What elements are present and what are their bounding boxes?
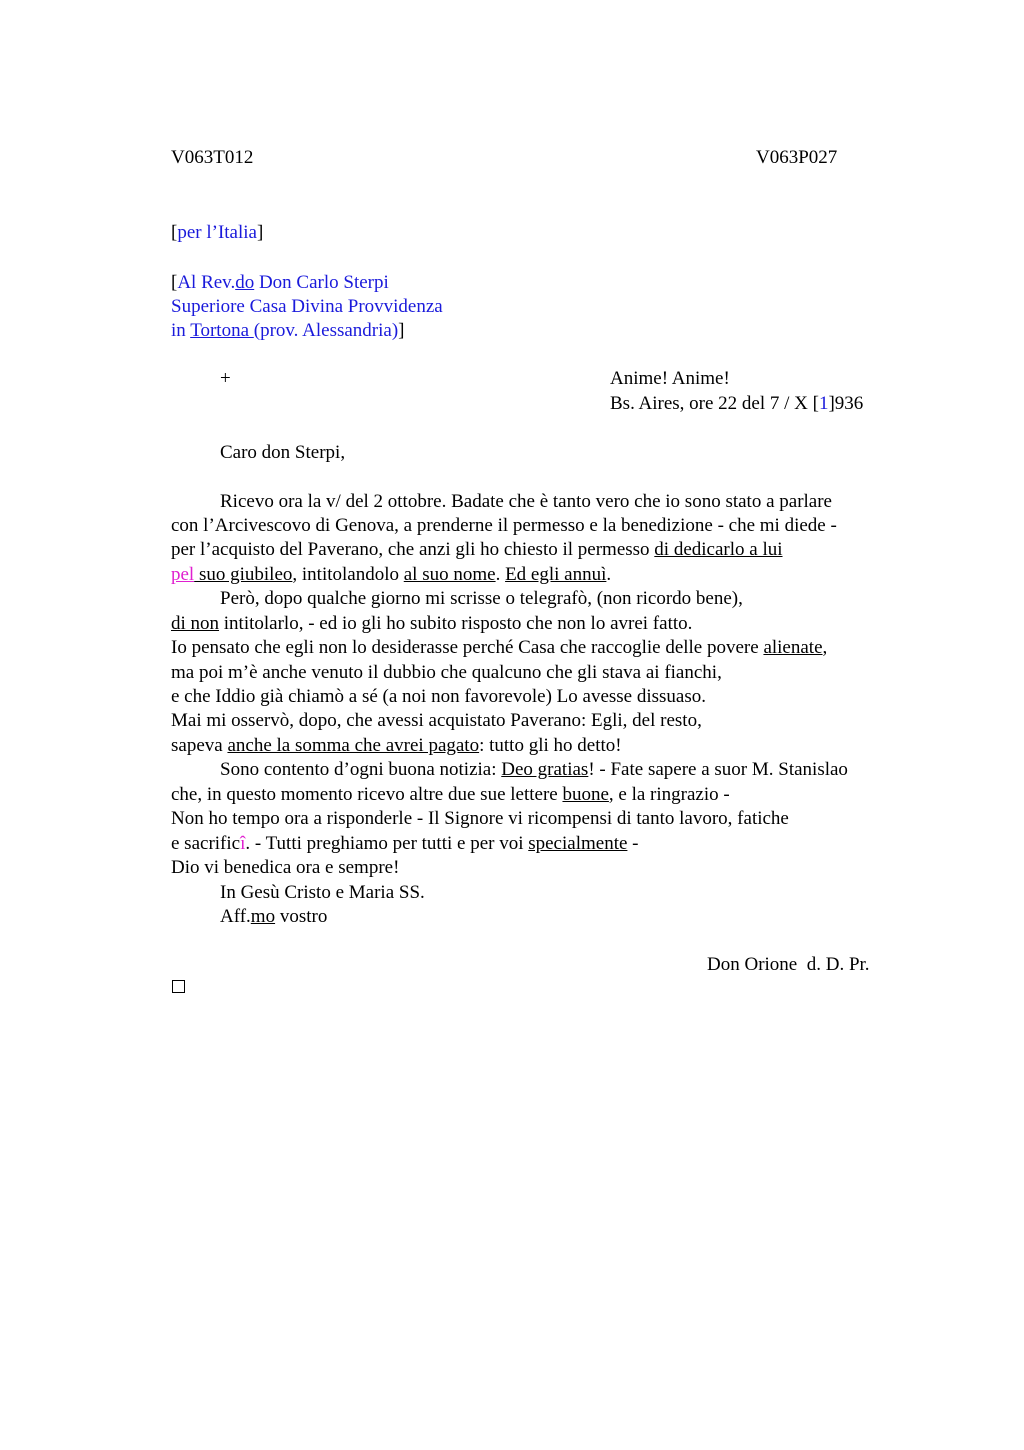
text-span: vostro [275,906,328,927]
dateline-year: ]936 [828,393,864,414]
text-span: . [495,564,506,585]
address-title-superscript: do [235,272,255,293]
text-span: , e la ringrazio - [608,784,730,805]
address-recipient: Don Carlo Sterpi [254,272,389,293]
salutation: Caro don Sterpi, [220,442,346,463]
underlined-text: di dedicarlo a lui [654,539,783,560]
underlined-text: suo giubileo [194,564,293,585]
cross-mark: + [220,368,231,389]
text-span: intitolarlo, - ed io gli ho subito risposto che non lo avrei fatto. [219,613,693,634]
text-span: e sacrific [171,833,241,854]
underlined-text: mo [250,906,276,927]
body-line: Dio vi benedica ora e sempre! [171,857,400,878]
underlined-text: Ed egli annuì [505,564,607,585]
body-line: ma poi m’è anche venuto il dubbio che qualcuno che gli stava ai fianchi, [171,662,722,683]
dateline [610,393,863,415]
text-span: ! - Fate sapere a suor M. Stanislao [588,759,848,780]
text-span: : tutto gli ho detto! [479,735,622,756]
dateline-place-date: Bs. Aires, ore 22 del 7 / X [ [610,393,819,414]
body-line [171,538,783,562]
text-span: che, in questo momento ricevo altre due sue lettere [171,784,563,805]
bracket-open: [ [171,272,178,293]
text-span: , intitolandolo [292,564,404,585]
bracket-close: ] [256,222,264,243]
highlighted-text: pel [171,564,195,585]
underlined-text: specialmente [528,833,628,854]
text-span: . - Tutti preghiamo per tutti e per voi [245,833,529,854]
body-line: Non ho tempo ora a risponderle - Il Signore vi ricompensi di tanto lavoro, fatiche [171,808,789,829]
text-span: sapeva [171,735,228,756]
address-province: (prov. Alessandria) [253,320,399,341]
signature: Don Orione d. D. Pr. [707,954,870,975]
body-line: Mai mi osservò, dopo, che avessi acquistato Paverano: Egli, del resto, [171,710,702,731]
text-span: , [822,637,828,658]
body-line [220,758,848,782]
underlined-text: alienate [763,637,823,658]
address-block [171,271,443,343]
closing-line [220,905,327,929]
document-code-left: V063T012 [171,147,254,168]
address-title: Al Rev. [177,272,236,293]
dateline-editorial-digit: 1 [818,393,829,414]
body-line: Ricevo ora la v/ del 2 ottobre. Badate che è tanto vero che io sono stato a parlare [220,491,832,512]
underlined-text: Deo gratias [501,759,589,780]
body-line [171,612,692,636]
end-square-icon [172,980,185,993]
body-line: Però, dopo qualche giorno mi scrisse o telegrafò, (non ricordo bene), [220,588,743,609]
body-line [171,783,730,807]
text-span: . [606,564,612,585]
highlighted-text: î [240,833,246,854]
motto: Anime! Anime! [610,368,730,389]
underlined-text: al suo nome [403,564,496,585]
text-span: - [627,833,639,854]
text-span: Sono contento d’ogni buona notizia: [220,759,502,780]
text-span: per l’acquisto del Paverano, che anzi gli ho chiesto il permesso [171,539,655,560]
address-line-2: Superiore Casa Divina Provvidenza [171,296,443,317]
bracket-open: [ [171,222,178,243]
text-span: Io pensato che egli non lo desiderasse perché Casa che raccoglie delle povere [171,637,764,658]
document-code-right: V063P027 [756,147,838,168]
body-line [171,832,639,856]
destination-line [171,222,263,244]
body-line [171,636,827,660]
address-in: in [171,320,191,341]
body-line: con l’Arcivescovo di Genova, a prenderne il permesso e la benedizione - che mi diede - [171,515,837,536]
underlined-text: anche la somma che avrei pagato [227,735,480,756]
address-city: Tortona [190,320,254,341]
address-line-1 [171,271,443,295]
underlined-text: di non [171,613,220,634]
closing-line: In Gesù Cristo e Maria SS. [220,882,425,903]
underlined-text: buone [562,784,609,805]
address-line-3 [171,319,443,343]
destination-text: per l’Italia [177,222,257,243]
bracket-close: ] [398,320,405,341]
body-line [171,563,611,587]
body-line [171,734,622,758]
text-span: Aff. [220,906,251,927]
body-line: e che Iddio già chiamò a sé (a noi non favorevole) Lo avesse dissuaso. [171,686,706,707]
